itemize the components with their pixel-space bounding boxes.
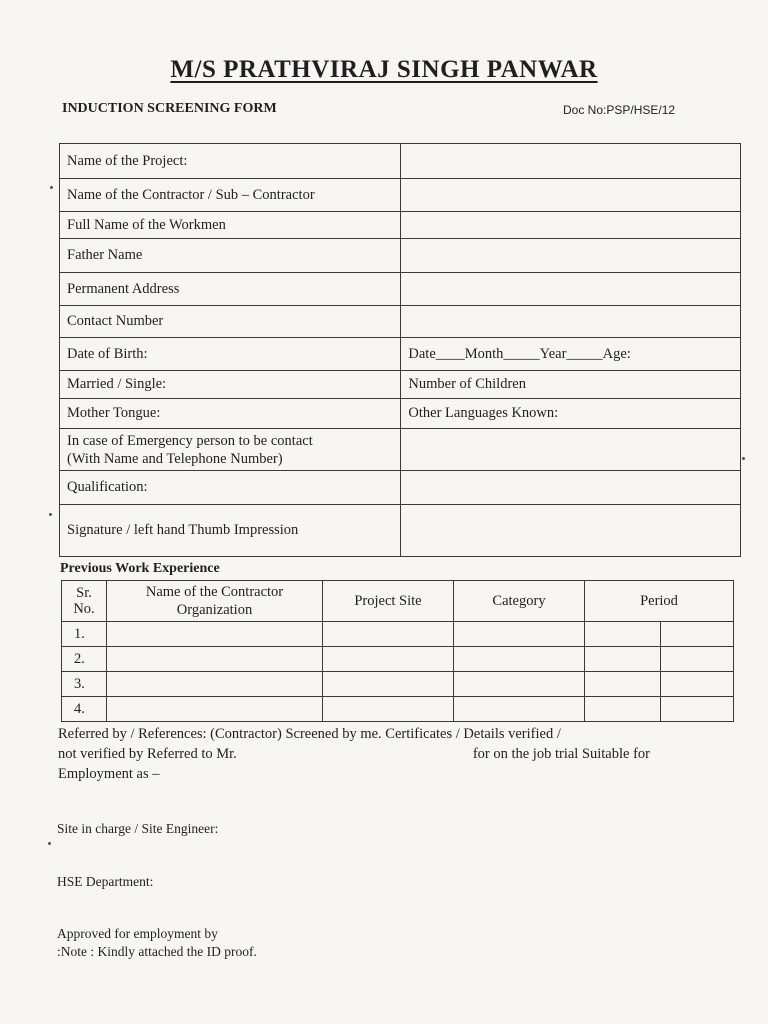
table-row bbox=[60, 306, 741, 338]
scan-speck bbox=[48, 842, 51, 845]
id-proof-note: :Note : Kindly attached the ID proof. bbox=[57, 944, 257, 959]
contractor-header-line1: Name of the Contractor bbox=[145, 584, 284, 600]
table-row bbox=[60, 239, 741, 273]
table-row bbox=[60, 273, 741, 306]
row-number: 4. bbox=[62, 697, 107, 722]
contractor-header-line2: Organization bbox=[176, 602, 253, 618]
experience-table bbox=[61, 580, 734, 722]
sr-no-header bbox=[62, 581, 107, 622]
period-to-cell[interactable] bbox=[661, 672, 734, 697]
father-name-label: Father Name bbox=[60, 239, 401, 273]
children-count-field[interactable]: Number of Children bbox=[401, 371, 741, 399]
period-to-cell[interactable] bbox=[661, 622, 734, 647]
category-cell[interactable] bbox=[454, 697, 585, 722]
period-header: Period bbox=[585, 581, 734, 622]
contractor-org-cell[interactable] bbox=[107, 622, 323, 647]
row-number: 2. bbox=[62, 647, 107, 672]
table-row bbox=[62, 697, 734, 722]
contractor-org-header bbox=[107, 581, 323, 622]
emergency-contact-field[interactable] bbox=[401, 429, 741, 471]
signature-field[interactable] bbox=[401, 505, 741, 557]
scan-speck bbox=[50, 186, 53, 189]
scan-speck bbox=[742, 457, 745, 460]
emergency-contact-label bbox=[60, 429, 401, 471]
table-header-row bbox=[62, 581, 734, 622]
sr-header-line1: Sr. bbox=[76, 585, 92, 601]
period-from-cell[interactable] bbox=[585, 622, 661, 647]
languages-field[interactable]: Other Languages Known: bbox=[401, 399, 741, 429]
approved-by-label: Approved for employment by bbox=[57, 926, 218, 941]
doc-number: Doc No:PSP/HSE/12 bbox=[563, 103, 676, 117]
company-title: M/S PRATHVIRAJ SINGH PANWAR bbox=[170, 56, 598, 83]
contractor-org-cell[interactable] bbox=[107, 697, 323, 722]
contractor-org-cell[interactable] bbox=[107, 672, 323, 697]
emergency-contact-line2: (With Name and Telephone Number) bbox=[67, 450, 283, 467]
father-name-field[interactable] bbox=[401, 239, 741, 273]
address-field[interactable] bbox=[401, 273, 741, 306]
row-number: 1. bbox=[62, 622, 107, 647]
references-line1: Referred by / References: (Contractor) Screened by me. Certificates / Details verified / bbox=[58, 726, 561, 742]
workmen-name-field[interactable] bbox=[401, 212, 741, 239]
project-site-header: Project Site bbox=[323, 581, 454, 622]
category-cell[interactable] bbox=[454, 622, 585, 647]
table-row bbox=[60, 399, 741, 429]
category-cell[interactable] bbox=[454, 672, 585, 697]
contractor-org-cell[interactable] bbox=[107, 647, 323, 672]
table-row bbox=[60, 429, 741, 471]
project-site-cell[interactable] bbox=[323, 697, 454, 722]
project-name-label: Name of the Project: bbox=[60, 144, 401, 179]
row-number: 3. bbox=[62, 672, 107, 697]
table-row bbox=[60, 144, 741, 179]
references-line2-left: not verified by Referred to Mr. bbox=[58, 746, 237, 762]
references-paragraph bbox=[58, 724, 718, 784]
marital-status-label: Married / Single: bbox=[60, 371, 401, 399]
table-row bbox=[60, 505, 741, 557]
table-row bbox=[62, 622, 734, 647]
table-row bbox=[60, 338, 741, 371]
experience-section-title: Previous Work Experience bbox=[60, 561, 220, 576]
table-row bbox=[60, 371, 741, 399]
contact-number-label: Contact Number bbox=[60, 306, 401, 338]
period-from-cell[interactable] bbox=[585, 647, 661, 672]
table-row bbox=[62, 672, 734, 697]
project-site-cell[interactable] bbox=[323, 647, 454, 672]
address-label: Permanent Address bbox=[60, 273, 401, 306]
qualification-field[interactable] bbox=[401, 471, 741, 505]
signature-label: Signature / left hand Thumb Impression bbox=[60, 505, 401, 557]
site-incharge-label: Site in charge / Site Engineer: bbox=[57, 821, 219, 836]
period-to-cell[interactable] bbox=[661, 697, 734, 722]
table-row bbox=[62, 647, 734, 672]
table-row bbox=[60, 179, 741, 212]
period-to-cell[interactable] bbox=[661, 647, 734, 672]
workmen-name-label: Full Name of the Workmen bbox=[60, 212, 401, 239]
dob-field[interactable]: Date____Month_____Year_____Age: bbox=[401, 338, 741, 371]
form-title: INDUCTION SCREENING FORM bbox=[62, 101, 277, 116]
qualification-label: Qualification: bbox=[60, 471, 401, 505]
category-cell[interactable] bbox=[454, 647, 585, 672]
project-site-cell[interactable] bbox=[323, 622, 454, 647]
dob-label: Date of Birth: bbox=[60, 338, 401, 371]
sr-header-line2: No. bbox=[73, 601, 95, 617]
references-line2 bbox=[58, 744, 718, 764]
contact-number-field[interactable] bbox=[401, 306, 741, 338]
category-header: Category bbox=[454, 581, 585, 622]
references-line2-right: for on the job trial Suitable for bbox=[472, 746, 650, 762]
project-site-cell[interactable] bbox=[323, 672, 454, 697]
table-row bbox=[60, 471, 741, 505]
contractor-name-label: Name of the Contractor / Sub – Contractor bbox=[60, 179, 401, 212]
scan-speck bbox=[49, 513, 52, 516]
table-row bbox=[60, 212, 741, 239]
hse-department-label: HSE Department: bbox=[57, 874, 154, 889]
period-from-cell[interactable] bbox=[585, 672, 661, 697]
period-from-cell[interactable] bbox=[585, 697, 661, 722]
mother-tongue-label: Mother Tongue: bbox=[60, 399, 401, 429]
project-name-field[interactable] bbox=[401, 144, 741, 179]
details-table bbox=[59, 143, 741, 557]
emergency-contact-line1: In case of Emergency person to be contact bbox=[67, 432, 313, 449]
references-line3: Employment as – bbox=[58, 766, 160, 782]
contractor-name-field[interactable] bbox=[401, 179, 741, 212]
